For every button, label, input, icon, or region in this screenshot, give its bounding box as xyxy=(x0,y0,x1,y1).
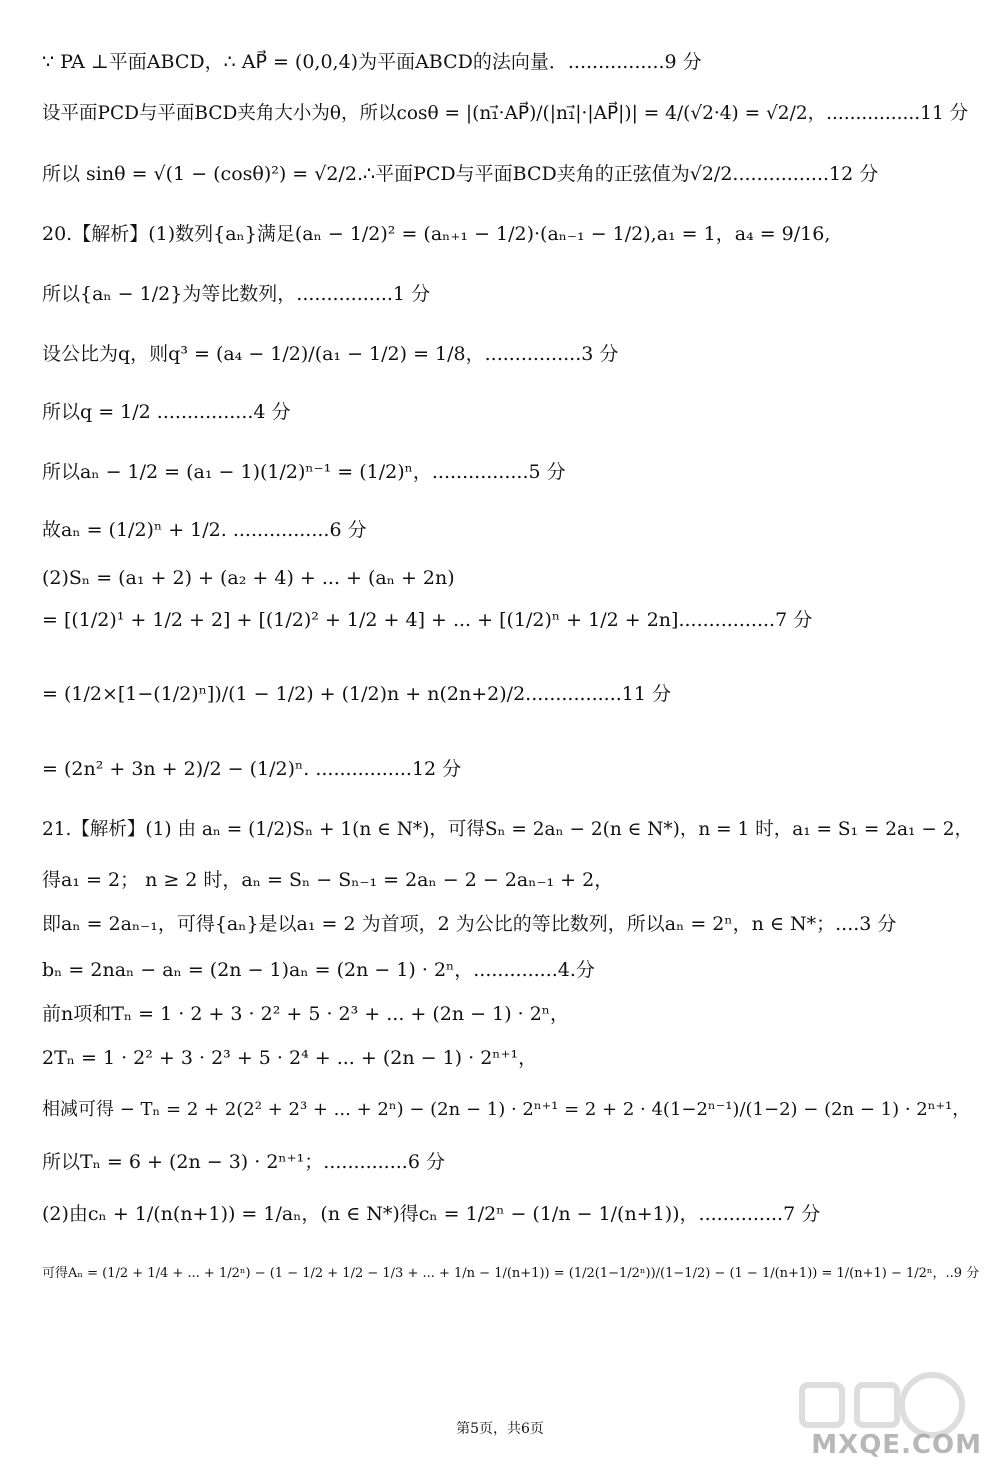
text-line-19: 2Tₙ = 1 · 2² + 3 · 2³ + 5 · 2⁴ + ... + (2n − 1) · 2ⁿ⁺¹， xyxy=(42,1047,538,1069)
text-line-14: 21.【解析】(1) 由 aₙ = (1/2)Sₙ + 1(n ∈ N*)，可得Sₙ = 2aₙ − 2(n ∈ N*)，n = 1 时，a₁ = S₁ = 2a₁ − 2， xyxy=(42,819,973,840)
text-line-15: 得a₁ = 2； n ≥ 2 时，aₙ = Sₙ − Sₙ₋₁ = 2aₙ − 2 − 2aₙ₋₁ + 2， xyxy=(42,869,614,891)
text-line-12: = (1/2×[1−(1/2)ⁿ])/(1 − 1/2) + (1/2)n + n(2n+2)/2................11 分 xyxy=(42,683,672,705)
text-line-17: bₙ = 2naₙ − aₙ = (2n − 1)aₙ = (2n − 1) · 2ⁿ，..............4.分 xyxy=(42,959,595,981)
text-line-1: ∵ PA ⊥平面ABCD，∴ AP⃗ = (0,0,4)为平面ABCD的法向量．................9 分 xyxy=(42,51,702,73)
text-line-10: (2)Sₙ = (a₁ + 2) + (a₂ + 4) + ... + (aₙ + 2n) xyxy=(42,567,455,589)
text-line-4: 20.【解析】(1)数列{aₙ}满足(aₙ − 1/2)² = (aₙ₊₁ − 1/2)·(aₙ₋₁ − 1/2),a₁ = 1，a₄ = 9/16, xyxy=(42,223,831,245)
text-line-22: (2)由cₙ + 1/(n(n+1)) = 1/aₙ，(n ∈ N*)得cₙ = 1/2ⁿ − (1/n − 1/(n+1))，..............7 分 xyxy=(42,1203,821,1225)
text-line-2: 设平面PCD与平面BCD夹角大小为θ，所以cosθ = |(n₁⃗·AP⃗)/(|n₁⃗|·|AP⃗|)| = 4/(√2·4) = √2/2，................11 分 xyxy=(42,103,969,124)
text-line-6: 设公比为q，则q³ = (a₄ − 1/2)/(a₁ − 1/2) = 1/8，................3 分 xyxy=(42,343,619,365)
page-footer: 第5页，共6页 xyxy=(456,1421,544,1437)
text-line-23: 可得Aₙ = (1/2 + 1/4 + ... + 1/2ⁿ) − (1 − 1/2 + 1/2 − 1/3 + ... + 1/n − 1/(n+1)) = (1/2(1−1/2ⁿ))/(1−1/2) − (1 − 1/(n+1)) = 1/(n+1) − 1/2ⁿ，..9 分 xyxy=(42,1266,980,1281)
text-line-11: = [(1/2)¹ + 1/2 + 2] + [(1/2)² + 1/2 + 4] + ... + [(1/2)ⁿ + 1/2 + 2n]................7 分 xyxy=(42,609,813,631)
text-line-21: 所以Tₙ = 6 + (2n − 3) · 2ⁿ⁺¹；..............6 分 xyxy=(42,1151,445,1173)
text-line-16: 即aₙ = 2aₙ₋₁，可得{aₙ}是以a₁ = 2 为首项，2 为公比的等比数列，所以aₙ = 2ⁿ，n ∈ N*；....3 分 xyxy=(42,913,897,935)
text-line-9: 故aₙ = (1/2)ⁿ + 1/2. ................6 分 xyxy=(42,519,367,541)
text-line-3: 所以 sinθ = √(1 − (cosθ)²) = √2/2.∴平面PCD与平面BCD夹角的正弦值为√2/2................12 分 xyxy=(42,163,879,185)
text-line-18: 前n项和Tₙ = 1 · 2 + 3 · 2² + 5 · 2³ + ... + (2n − 1) · 2ⁿ， xyxy=(42,1003,570,1025)
text-line-8: 所以aₙ − 1/2 = (a₁ − 1)(1/2)ⁿ⁻¹ = (1/2)ⁿ，................5 分 xyxy=(42,461,566,483)
text-line-7: 所以q = 1/2 ................4 分 xyxy=(42,401,291,423)
text-line-20: 相减可得 − Tₙ = 2 + 2(2² + 2³ + ... + 2ⁿ) − (2n − 1) · 2ⁿ⁺¹ = 2 + 2 · 4(1−2ⁿ⁻¹)/(1−2) − (2n − 1) · 2ⁿ⁺¹， xyxy=(42,1099,971,1120)
text-line-13: = (2n² + 3n + 2)/2 − (1/2)ⁿ. ................12 分 xyxy=(42,758,462,780)
text-line-5: 所以{aₙ − 1/2}为等比数列，................1 分 xyxy=(42,283,431,305)
watermark-text: MXQE.COM xyxy=(811,1430,982,1460)
